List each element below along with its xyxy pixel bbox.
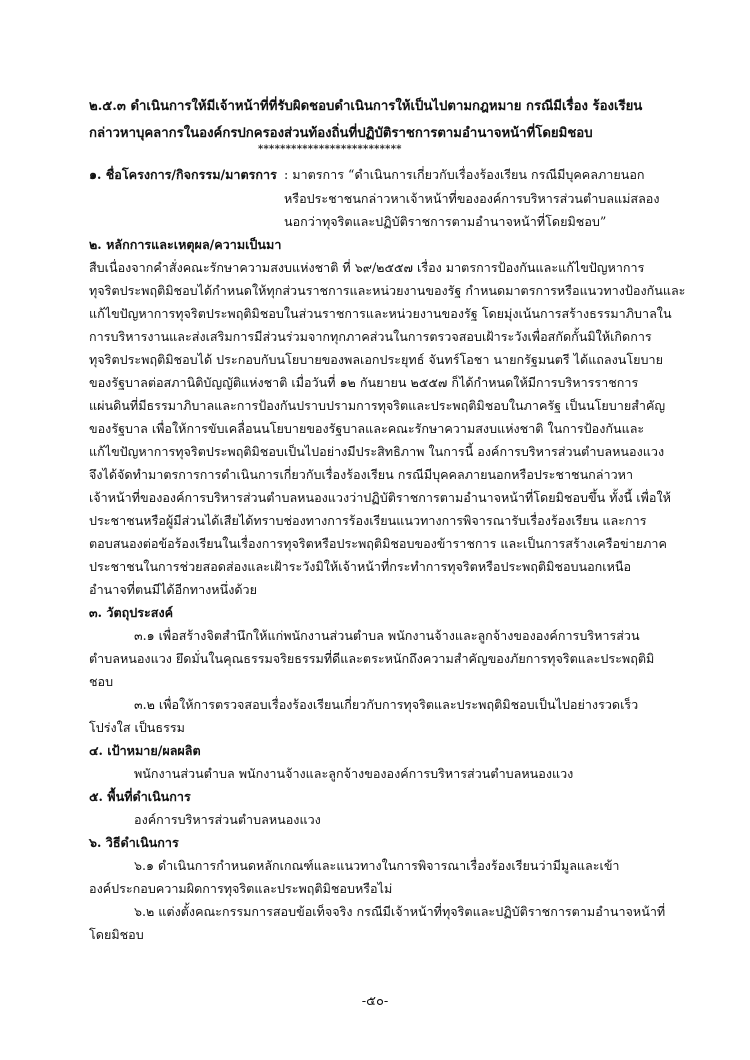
section-3-line: ตำบลหนองแวง ยึดมั่นในคุณธรรมจริยธรรมที่ดีและตระหนักถึงความสำคัญของภัยการทุจริตและประพฤติมิ [89, 651, 655, 666]
page-number: -๕๐- [361, 994, 389, 1009]
section-5-heading: ๕. พื้นที่ดำเนินการ [89, 789, 191, 804]
section-3-line: ๓.๒ เพื่อให้การตรวจสอบเรื่องร้องเรียนเกี่ยวกับการทุจริตและประพฤติมิชอบเป็นไปอย่างรวดเร็ว [134, 697, 639, 712]
section-3-heading: ๓. วัตถุประสงค์ [89, 605, 174, 620]
section-2-line: อำนาจที่ตนมีได้อีกทางหนึ่งด้วย [89, 582, 257, 597]
section-2-line: เจ้าหน้าที่ขององค์การบริหารส่วนตำบลหนองแวงว่าปฏิบัติราชการตามอำนาจหน้าที่โดยมิชอบขึ้น ทั้งนี้ เพื่อให้ [89, 490, 671, 505]
section-1-line: นอกว่าทุจริตและปฏิบัติราชการตามอำนาจหน้าที่โดยมิชอบ” [284, 214, 607, 229]
section-2-line: ประชาชนหรือผู้มีส่วนได้เสียได้ทราบช่องทางการร้องเรียนแนวทางการพิจารณารับเรื่องร้องเรียน และการ [89, 513, 647, 528]
section-2-line: จึงได้จัดทำมาตรการการดำเนินการเกี่ยวกับเรื่องร้องเรียน กรณีมีบุคคลภายนอกหรือประชาชนกล่าวหา [89, 467, 634, 482]
section-5-text: องค์การบริหารส่วนตำบลหนองแวง [134, 812, 321, 827]
section-2-line: สืบเนื่องจากคำสั่งคณะรักษาความสงบแห่งชาติ ที่ ๖๙/๒๕๕๗ เรื่อง มาตรการป้องกันและแก้ไขปัญหาการ [89, 260, 645, 275]
section-2-line: ประชาชนในการช่วยสอดส่องและเฝ้าระวังมิให้เจ้าหน้าที่กระทำการทุจริตหรือประพฤติมิชอบนอกเหนือ [89, 559, 632, 574]
section-4-text: พนักงานส่วนตำบล พนักงานจ้างและลูกจ้างขององค์การบริหารส่วนตำบลหนองแวง [134, 766, 574, 781]
section-2-line: ทุจริตประพฤติมิชอบได้ ประกอบกับนโยบายของพลเอกประยุทธ์ จันทร์โอชา นายกรัฐมนตรี ได้แถลงนโยบาย [89, 352, 663, 367]
section-2-line: แก้ไขปัญหาการทุจริตประพฤติมิชอบในส่วนราชการและหน่วยงานของรัฐ โดยมุ่งเน้นการสร้างธรรมาภิบาลใน [89, 306, 672, 321]
section-2-line: ของรัฐบาล เพื่อให้การขับเคลื่อนนโยบายของรัฐบาลและคณะรักษาความสงบแห่งชาติ ในการป้องกันและ [89, 421, 645, 436]
section-2-heading: ๒. หลักการและเหตุผล/ความเป็นมา [89, 237, 282, 252]
section-2-line: ของรัฐบาลต่อสภานิติบัญญัติแห่งชาติ เมื่อวันที่ ๑๒ กันยายน ๒๕๕๗ ก็ได้กำหนดให้มีการบริหารราชการ [89, 375, 639, 390]
section-2-line: แก้ไขปัญหาการทุจริตประพฤติมิชอบเป็นไปอย่างมีประสิทธิภาพ ในการนี้ องค์การบริหารส่วนตำบลหนองแวง [89, 444, 665, 459]
section-2-line: การบริหารงานและส่งเสริมการมีส่วนร่วมจากทุกภาคส่วนในการตรวจสอบเฝ้าระวังเพื่อสกัดกั้นมิให้เกิดการ [89, 329, 652, 344]
header-line-2: กล่าวหาบุคลากรในองค์กรปกครองส่วนท้องถิ่นที่ปฏิบัติราชการตามอำนาจหน้าที่โดยมิชอบ [89, 126, 593, 141]
section-1-line: : มาตรการ “ดำเนินการเกี่ยวกับเรื่องร้องเรียน กรณีมีบุคคลภายนอก [284, 167, 645, 182]
header-divider: ************************** [258, 144, 402, 155]
section-6-line: องค์ประกอบความผิดการทุจริตและประพฤติมิชอบหรือไม่ [89, 881, 393, 896]
section-6-line: ๖.๑ ดำเนินการกำหนดหลักเกณฑ์และแนวทางในการพิจารณาเรื่องร้องเรียนว่ามีมูลและเข้า [134, 858, 620, 873]
section-1-line: หรือประชาชนกล่าวหาเจ้าหน้าที่ขององค์การบริหารส่วนตำบลแม่สลอง [284, 191, 660, 206]
section-6-line: โดยมิชอบ [89, 927, 144, 942]
section-2-line: แผ่นดินที่มีธรรมาภิบาลและการป้องกันปราบปรามการทุจริตและประพฤติมิชอบในภาครัฐ เป็นนโยบายสำคัญ [89, 398, 666, 413]
section-6-line: ๖.๒ แต่งตั้งคณะกรรมการสอบข้อเท็จจริง กรณีมีเจ้าหน้าที่ทุจริตและปฏิบัติราชการตามอำนาจหน้าที่ [134, 904, 666, 919]
section-3-line: โปร่งใส เป็นธรรม [89, 720, 185, 735]
section-1-heading: ๑. ชื่อโครงการ/กิจกรรม/มาตรการ [89, 167, 277, 182]
section-6-heading: ๖. วิธีดำเนินการ [89, 835, 179, 850]
section-3-line: ชอบ [89, 674, 114, 689]
section-2-line: ตอบสนองต่อข้อร้องเรียนในเรื่องการทุจริตหรือประพฤติมิชอบของข้าราชการ และเป็นการสร้างเครือข่ายภาค [89, 536, 667, 551]
section-4-heading: ๔. เป้าหมาย/ผลผลิต [89, 743, 201, 758]
header-line-1: ๒.๕.๓ ดำเนินการให้มีเจ้าหน้าที่ที่รับผิดชอบดำเนินการให้เป็นไปตามกฎหมาย กรณีมีเรื่อง ร้องเรียน [89, 99, 643, 114]
section-2-line: ทุจริตประพฤติมิชอบได้กำหนดให้ทุกส่วนราชการและหน่วยงานของรัฐ กำหนดมาตรการหรือแนวทางป้องกันและ [89, 283, 686, 298]
section-3-line: ๓.๑ เพื่อสร้างจิตสำนึกให้แก่พนักงานส่วนตำบล พนักงานจ้างและลูกจ้างขององค์การบริหารส่วน [134, 628, 640, 643]
